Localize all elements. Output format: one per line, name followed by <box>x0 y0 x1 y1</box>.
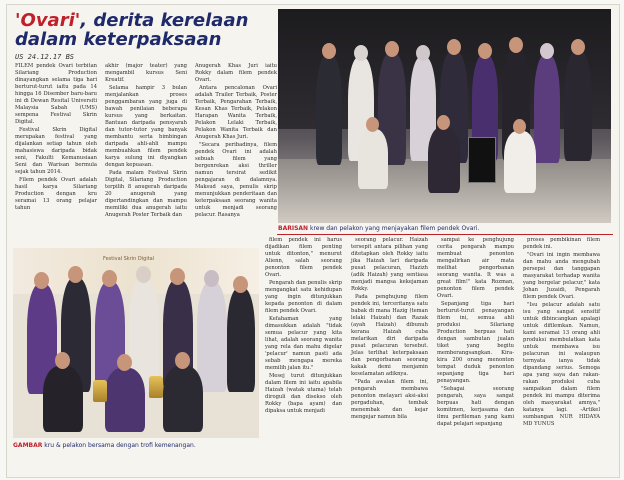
paragraph: Pengarah dan penulis skrip mengangkat satu kehidupan yang ingin ditunjukkan kepada penonton di dalam filem pendek Ovari. <box>265 280 342 314</box>
paragraph: Selama hampir 3 bulan menjalankan proses penggambaran yang juga di bawah penilaian beberapa kursus yang berkaitan. Bantuan daripada pensyarah dan tutor-tutor yang banyak membantu serta bimbingan daripada ahli-ahli mampu membuahkan filem pendek karya sulung ini diyangkan dengan kepuasan. <box>105 85 187 168</box>
paragraph: FILEM pendek Ovari terbitan Silariang Production dinayangkan selama tiga hari berturut-turut iaitu pada 14 hingga 16 Disember baru-baru ini di Dewan Resital Universiti Malaysia Sabah (UMS) sempena Festival Skrin Digital. <box>15 63 97 125</box>
person-head <box>136 266 151 283</box>
paragraph: Filem pendek Ovari adalah hasil karya Silariang Production dengan kru seramai 13 orang pelajar tahun <box>15 177 97 211</box>
paragraph: Mesej turut ditunjukkan dalam filem ini iaitu apabila Haizah (watak utama) telah diroguli dan disekso oleh Rokky (bapa ayam) dan dipaksa untuk menjadi <box>265 373 342 414</box>
paragraph: Pada malam Festival Skrin Digital, Silariang Production terpilih 8 anugerah daripada 20 anugerah yang dipertandingkan dan mampu memiliki dua anugerah iaitu Anugerah Poster Terbaik dan <box>105 170 187 218</box>
headline <box>15 11 277 49</box>
person-head <box>385 41 399 57</box>
person-figure <box>564 51 592 161</box>
newspaper-clipping <box>6 4 620 478</box>
caption-label: GAMBAR <box>13 442 43 449</box>
headline-line2: dalam keterpaksaan <box>15 29 222 50</box>
person-head <box>34 272 49 289</box>
person-head <box>233 276 248 293</box>
banner-text: Festival Skrin Digital <box>103 256 155 262</box>
trophy-icon <box>93 380 107 402</box>
top-columns <box>15 63 277 220</box>
paragraph: sampai ke penghujung cerita pengarah mampu membuat penonton mengalirkan air mata melihat pengorbanan seorang wanita. It was a great film!" kata Rozman, penonton filem pendek Ovari. <box>437 237 514 299</box>
person-head <box>366 117 379 132</box>
person-head <box>204 270 219 287</box>
photo-caption-top <box>278 225 611 232</box>
person-figure <box>197 282 227 392</box>
person-head <box>509 37 523 53</box>
bottom-column-1 <box>265 237 342 429</box>
trophy-icon <box>149 376 163 398</box>
paragraph: seorang pelacur. Haizah tersepit antara pilihan yang ditetapkan oleh Rokky iaitu jika Haizah lari daripada pusat pelacuran, Hazizh (adik Haizah) yang sentiasa menjadi mangsa kekejaman Rokky. <box>351 237 428 292</box>
person-head <box>540 43 554 59</box>
person-figure <box>163 366 203 432</box>
paragraph: Antara pencalonan Ovari adalah Trailer Terbaik, Poster Terbaik, Pengarahan Terbaik, Kesan Khas Terbaik, Pelakon Harapan Wanita Terbaik, Pelakon Lelaki Terbaik, Pelakon Wanita Terbaik dan Anugerah Khas Juri. <box>195 85 277 140</box>
trophy-group-photo <box>13 248 259 438</box>
person-figure <box>358 129 388 189</box>
photo-caption-bottom <box>13 442 259 449</box>
column-3 <box>195 63 277 220</box>
person-head <box>68 266 83 283</box>
divider-line <box>277 234 613 235</box>
person-head <box>416 45 430 61</box>
person-head <box>55 352 70 369</box>
paragraph: "Secara peribadinya, filem pendek Ovari ini adalah sebuah filem yang bergenrekan aksi thriller namun tersirat sedikit pengajaran di dalamnya. Maksud saya, penulis skrip menunjukkan penderitaan dan keterpaksaan seorang wanita untuk menjadi seorang pelacur. Rasanya <box>195 142 277 218</box>
dateline: US 24.12.17 BS <box>15 53 75 61</box>
caption-label: BARISAN <box>278 225 309 232</box>
caption-text: kru & pelakon bersama dengan trofi kemenangan. <box>42 442 196 449</box>
person-head <box>354 45 368 61</box>
person-figure <box>227 288 255 392</box>
column-2 <box>105 63 187 220</box>
person-figure <box>428 127 460 193</box>
person-head <box>117 354 132 371</box>
paragraph: Sepanjang tiga hari berturut-turut penayangan filem ini, semua ahli produksi Silariang Production berpuas hati dengan sambutan jualan tiket yang begitu memberangsangkan. Kira-kira 200 orang menonton tempat duduk penonton sepanjang tiga hari penayangan. <box>437 301 514 384</box>
person-figure <box>43 366 83 432</box>
crew-group-photo <box>278 9 611 223</box>
paragraph: "Ovari ini ingin membawa dan mahu anda mengubah persepsi dan tanggapan masyarakat terhadap wanita yang bergelar pelacur," kata Johan Juzaidi, Pengarah filem pendek Ovari. <box>523 252 600 300</box>
paragraph: Anugerah Khas Juri iaitu Rokky dalam filem pendek Ovari. <box>195 63 277 83</box>
person-head <box>322 43 336 59</box>
headline-quote: 'Ovari' <box>15 10 81 31</box>
person-head <box>513 119 526 134</box>
person-head <box>447 39 461 55</box>
paragraph: "Pada awalan filem ini, pengarah membawa penonton melayari aksi-aksi pergaduhan, tembak menembak dan kejar mengejar namun bila <box>351 379 428 420</box>
paragraph: filem pendek ini harus dijadikan filem penting untuk ditonton," menurut Alienn, salah seorang penonton filem pendek Ovari. <box>265 237 342 278</box>
paragraph: "Sebagai seorang pengarah, saya sangat berpuas hati dengan komitmen, kerjasama dan ilmu perfileman yang kami dapat pelajari sepanjang <box>437 386 514 427</box>
person-head <box>102 270 117 287</box>
caption-text: krew dan pelakon yang menjayakan filem pendek Ovari. <box>308 225 480 232</box>
bottom-column-3 <box>437 237 514 429</box>
person-head <box>170 268 185 285</box>
paragraph: Kefahaman yang dimasukkan adalah "tidak semua pelacur yang kita lihat, adalah seorang wanita yang rela dan mahu digelar 'pelacur' namun pasti ada sebab mengapa mereka memilih jalan itu." <box>265 316 342 371</box>
bottom-column-2 <box>351 237 428 429</box>
person-figure <box>534 55 560 163</box>
person-head <box>437 115 450 130</box>
paragraph: akhir (major teater) yang mengambil kursus Seni Kreatif. <box>105 63 187 83</box>
paragraph: proses pembikinan filem pendek ini. <box>523 237 600 250</box>
paragraph: Pada penghujung filem pendek ini, terceritanya satu babak di mana Hazig (teman lelaki Haizah) dan Razak (ayah Haizah) dibunuh kerana Haizah cuba melarikan diri daripada pusat pelacuran tersebut. Jelas terlihat keterpaksaan dan pengorbanan seorang kakak demi menjamin keselamatan adiknya. <box>351 294 428 377</box>
column-1 <box>15 63 97 220</box>
bottom-column-4 <box>523 237 600 429</box>
paragraph: "Isu pelacur adalah satu isu yang sangat sensitif untuk dibincangkan apalagi untuk difilemkan. Namun, kami seramai 13 orang ahli produksi membulatkan kata untuk membawa isu pelacuran ini walaupun ternyata ianya tidak dipandang serius. Semoga apa yang saya dan rakan-rakan produksi cuba sampaikan dalam filem pendek ini mampu diterima oleh masyarakat amnya," katanya lagi. -Artikel sumbangan NUR HIDAYA MD YUNUS <box>523 302 600 427</box>
person-figure <box>316 55 342 165</box>
paragraph: Festival Skrin Digital merupakan festival yang dijalankan setiap tahun oleh mahasiswa daripada bidak seni, Fakulti Kemanusiaan Seni dan Warisan bermula sejak tahun 2014. <box>15 127 97 175</box>
film-poster <box>468 137 496 183</box>
person-head <box>571 39 585 55</box>
bottom-columns <box>265 237 600 429</box>
headline-rest: , derita kerelaan <box>80 10 249 31</box>
person-figure <box>504 131 536 193</box>
person-figure <box>105 368 145 432</box>
person-head <box>175 352 190 369</box>
person-head <box>478 43 492 59</box>
